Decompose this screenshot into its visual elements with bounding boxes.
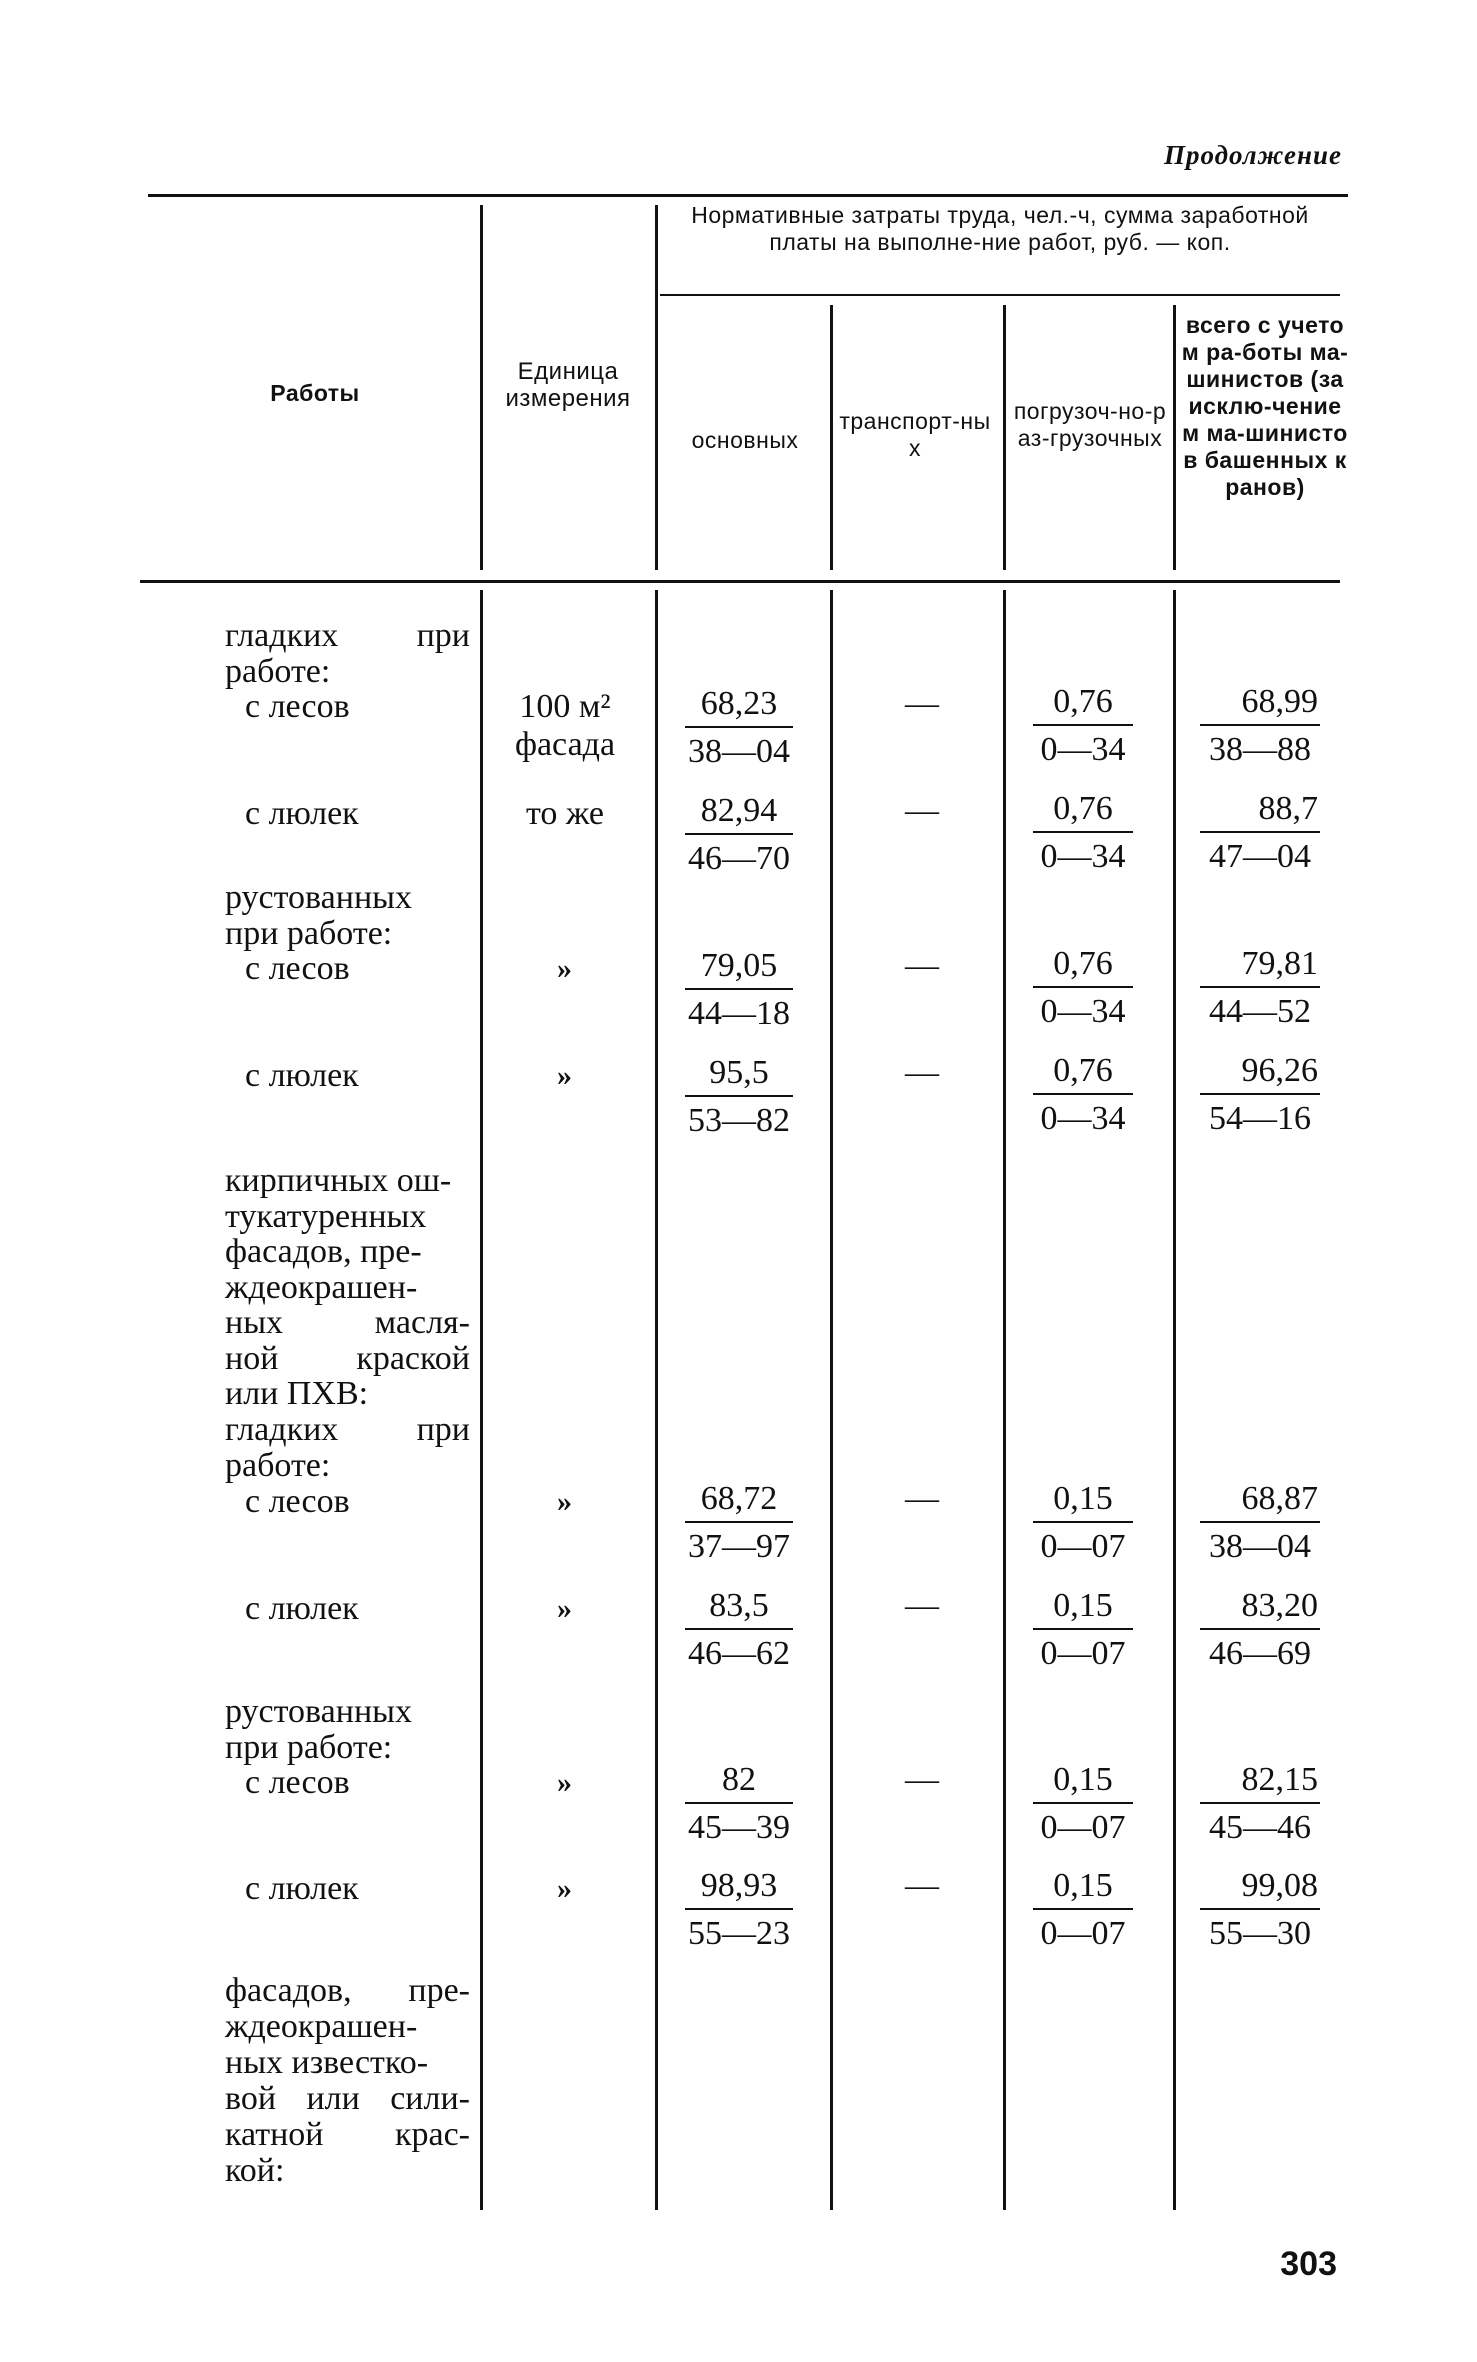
value-transport: — <box>905 792 939 829</box>
value-transport: — <box>905 1761 939 1798</box>
value-total: $\frac{99,08}{55—30}$ <box>1200 1864 1320 1958</box>
value-main: $\frac{82}{45—39}$ <box>685 1758 793 1852</box>
body-divider-unit <box>655 590 658 2210</box>
section-brick-facades: кирпичных ош- тукатуренных фасадов, пре- ждеокрашен- ных масля- ной краской или ПХВ: <box>225 1162 470 1412</box>
value-loading: $\frac{0,76}{0—34}$ <box>1033 942 1133 1036</box>
value-total: $\frac{82,15}{45—46}$ <box>1200 1758 1320 1852</box>
col-divider-transport <box>1003 305 1006 570</box>
ditto-mark: » <box>557 1872 572 1905</box>
body-divider-work <box>480 590 483 2210</box>
value-transport: — <box>905 947 939 984</box>
ditto-mark: » <box>557 952 572 985</box>
value-loading: $\frac{0,15}{0—07}$ <box>1033 1864 1133 1958</box>
ditto-mark: » <box>557 1059 572 1092</box>
header-group-title: Нормативные затраты труда, чел.-ч, сумма заработной платы на выполне-ние работ, руб. — коп. <box>691 202 1309 255</box>
header-work: Работы <box>270 380 360 406</box>
table-top-rule <box>148 194 1348 197</box>
value-transport: — <box>905 1867 939 1904</box>
header-unit: Единица измерения <box>505 358 631 412</box>
section-smooth-1: гладких при работе: <box>225 617 470 690</box>
value-total: $\frac{83,20}{46—69}$ <box>1200 1584 1320 1678</box>
value-main: $\frac{82,94}{46—70}$ <box>685 789 793 883</box>
value-loading: $\frac{0,76}{0—34}$ <box>1033 680 1133 774</box>
row-label: с люлек <box>245 1590 359 1627</box>
value-total: $\frac{79,81}{44—52}$ <box>1200 942 1320 1036</box>
col-divider-unit <box>655 205 658 570</box>
value-main: $\frac{95,5}{53—82}$ <box>685 1051 793 1145</box>
ditto-mark: » <box>557 1485 572 1518</box>
header-bottom-rule <box>140 580 1340 583</box>
section-smooth-2: гладких при работе: <box>225 1411 470 1484</box>
section-rusticated-1: рустованных при работе: <box>225 879 412 952</box>
header-main: основных <box>691 427 799 453</box>
value-loading: $\frac{0,76}{0—34}$ <box>1033 787 1133 881</box>
unit-cell: то же <box>525 795 605 832</box>
value-transport: — <box>905 1587 939 1624</box>
col-divider-main <box>830 305 833 570</box>
value-loading: $\frac{0,15}{0—07}$ <box>1033 1477 1133 1571</box>
ditto-mark: » <box>557 1766 572 1799</box>
value-main: $\frac{68,72}{37—97}$ <box>685 1477 793 1571</box>
header-total: всего с учетом ра-боты ма-шинистов (за исклю-чением ма-шинистов башенных кранов) <box>1181 312 1349 500</box>
value-total: $\frac{68,87}{38—04}$ <box>1200 1477 1320 1571</box>
page-number: 303 <box>1280 2245 1337 2283</box>
row-label: с люлек <box>245 795 359 832</box>
row-label: с люлек <box>245 1057 359 1094</box>
value-loading: $\frac{0,76}{0—34}$ <box>1033 1049 1133 1143</box>
value-main: $\frac{68,23}{38—04}$ <box>685 682 793 776</box>
row-label: с люлек <box>245 1870 359 1907</box>
row-label: с лесов <box>245 688 350 725</box>
value-transport: — <box>905 1054 939 1091</box>
body-divider-transport <box>1003 590 1006 2210</box>
value-main: $\frac{98,93}{55—23}$ <box>685 1864 793 1958</box>
row-label: с лесов <box>245 950 350 987</box>
section-limewashed-facades: фасадов, пре- ждеокрашен- ных известко- вой или сили- катной крас- кой: <box>225 1972 470 2189</box>
unit-cell: 100 м² фасада <box>514 688 616 763</box>
value-loading: $\frac{0,15}{0—07}$ <box>1033 1584 1133 1678</box>
value-total: $\frac{68,99}{38—88}$ <box>1200 680 1320 774</box>
row-label: с лесов <box>245 1483 350 1520</box>
body-divider-main <box>830 590 833 2210</box>
value-total: $\frac{88,7}{47—04}$ <box>1200 787 1320 881</box>
value-loading: $\frac{0,15}{0—07}$ <box>1033 1758 1133 1852</box>
value-main: $\frac{79,05}{44—18}$ <box>685 944 793 1038</box>
header-loading: погрузоч-но-раз-грузочных <box>1013 398 1167 451</box>
value-total: $\frac{96,26}{54—16}$ <box>1200 1049 1320 1143</box>
row-label: с лесов <box>245 1764 350 1801</box>
value-transport: — <box>905 685 939 722</box>
section-rusticated-2: рустованных при работе: <box>225 1693 412 1766</box>
header-group-rule <box>660 294 1340 296</box>
continuation-label: Продолжение <box>1163 140 1342 170</box>
col-divider-loading <box>1173 305 1176 570</box>
value-transport: — <box>905 1480 939 1517</box>
body-divider-loading <box>1173 590 1176 2210</box>
value-main: $\frac{83,5}{46—62}$ <box>685 1584 793 1678</box>
ditto-mark: » <box>557 1592 572 1625</box>
header-transport: транспорт-ных <box>839 408 991 461</box>
